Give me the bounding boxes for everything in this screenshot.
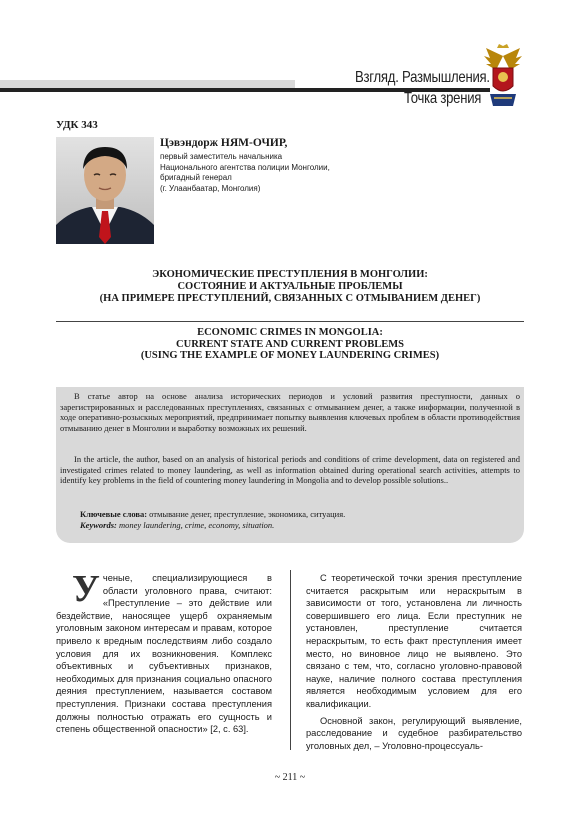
author-position: первый заместитель начальника bbox=[160, 152, 283, 161]
police-emblem-icon bbox=[482, 42, 524, 108]
keywords-en-label: Keywords: bbox=[80, 520, 117, 530]
page-number: ~ 211 ~ bbox=[274, 772, 306, 783]
title-ru-line2: СОСТОЯНИЕ И АКТУАЛЬНЫЕ ПРОБЛЕМЫ bbox=[177, 281, 403, 292]
title-en-line3: (USING THE EXAMPLE OF MONEY LAUNDERING CRIMES) bbox=[140, 350, 440, 361]
body-column-right bbox=[306, 572, 522, 752]
column-divider bbox=[290, 570, 291, 750]
author-rank: бригадный генерал bbox=[160, 173, 232, 182]
author-photo bbox=[56, 137, 154, 244]
drop-cap: У bbox=[72, 568, 100, 610]
author-name: Цэвэндорж НЯМ-ОЧИР, bbox=[160, 137, 288, 149]
title-en-line1: ECONOMIC CRIMES IN MONGOLIA: bbox=[197, 327, 383, 338]
author-organization: Национального агентства полиции Монголии, bbox=[160, 162, 330, 172]
keywords-en-text: money laundering, crime, economy, situation. bbox=[116, 520, 275, 530]
abstract-en: In the article, the author, based on an analysis of historical periods and conditions of crime development, data on registered and investigated crimes related to money laundering, as well as information obtained during operational search activities, attempts to identify key problems in the field of countering money laundering in Mongolia and to develop possible solutions.. bbox=[60, 454, 520, 486]
title-ru-line1: ЭКОНОМИЧЕСКИЕ ПРЕСТУПЛЕНИЯ В МОНГОЛИИ: bbox=[152, 269, 428, 280]
header-gray-band bbox=[0, 80, 295, 88]
title-divider bbox=[56, 321, 524, 322]
author-location: (г. Улаанбаатар, Монголия) bbox=[160, 183, 261, 193]
keywords-ru-text: отмывание денег, преступление, экономика, ситуация. bbox=[147, 509, 346, 519]
author-affiliation bbox=[160, 152, 330, 194]
body-column-left bbox=[56, 568, 272, 736]
title-russian bbox=[56, 269, 524, 305]
body-right-paragraph-1: С теоретической точки зрения преступление считается раскрытым или нераскрытым в зависимости от того, установлена ли личность совершившего его лица. Если преступник не установлен, преступление считается нераскрытым, то есть факт преступления имеет место, но виновное лицо не выявлено. Это связано с тем, что, согласно уголовно-правовой науке, наличие полного состава преступления является необходимым условием для его квалификации. bbox=[306, 573, 522, 709]
author-portrait-image bbox=[56, 137, 154, 244]
abstract-ru: В статье автор на основе анализа исторических периодов и условий развития преступности, данных о зарегистрированных и расследованных преступлениях, связанных с отмыванием денег, а также информации, полученной в ходе оперативно-розыскных мероприятий, предпринимает попытку выявления ключевых проблем в области противодействия отмыванию денег в Монголии и выработку возможных их решений. bbox=[60, 391, 520, 433]
keywords-ru-label: Ключевые слова: bbox=[80, 509, 148, 519]
title-ru-line3: (НА ПРИМЕРЕ ПРЕСТУПЛЕНИЙ, СВЯЗАННЫХ С ОТМЫВАНИЕМ ДЕНЕГ) bbox=[99, 293, 481, 304]
body-left-paragraph: ченые, специализирующиеся в области уголовного права, считают: «Преступление – это действие или бездействие, наносящее ущерб охраняемым уголовным законом интересам и правам, которое привело к вредным последствиям либо создало условия для их возникновения. Комплекс объективных и субъективных признаков, необходимых для признания социально опасного деяния преступлением, называется составом преступления. Признаки состава преступления должны полностью отражать его сущность и степень общественной опасности» [2, с. 63]. bbox=[56, 573, 272, 735]
udk-code: УДК 343 bbox=[56, 119, 98, 131]
section-title-line1: Взгляд. Размышления. bbox=[355, 69, 490, 86]
keywords-ru bbox=[80, 509, 345, 520]
title-english bbox=[56, 327, 524, 362]
title-en-line2: CURRENT STATE AND CURRENT PROBLEMS bbox=[176, 338, 404, 350]
body-right-paragraph-2: Основной закон, регулирующий выявление, расследование и судебное разбирательство уголовных дел, – Уголовно-процессуаль- bbox=[306, 715, 522, 751]
keywords-en bbox=[80, 520, 274, 531]
section-title-line2: Точка зрения bbox=[404, 90, 482, 107]
